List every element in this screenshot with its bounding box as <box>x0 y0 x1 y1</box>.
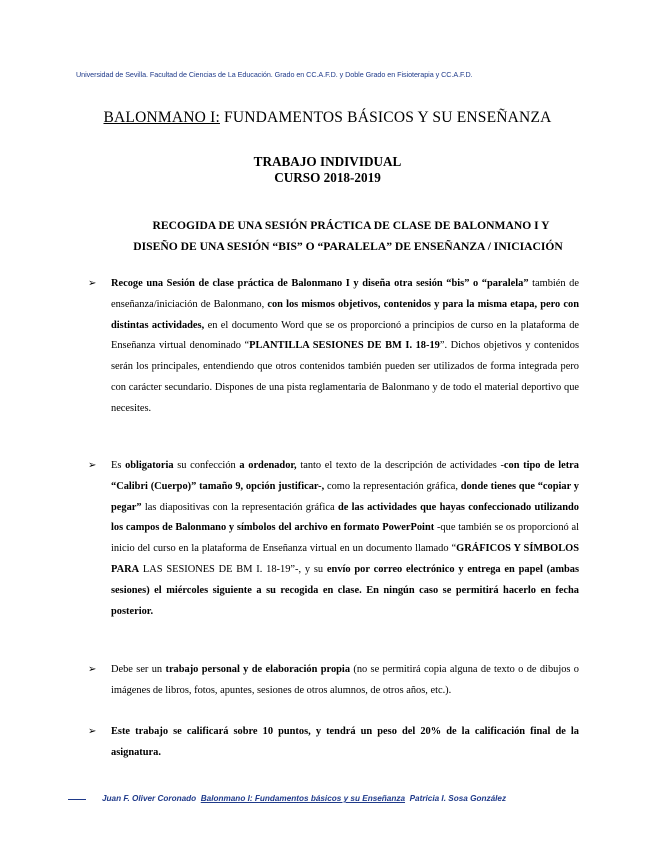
bullet-2-text-5: tanto el texto de la descripción de actividades - <box>296 460 504 471</box>
page-footer <box>68 794 628 803</box>
bullet-1-text-3: con los mismos objetivos, contenidos y para la misma etapa, pero con distintas actividades, <box>111 298 579 331</box>
arrow-bullet-icon: ➢ <box>88 278 97 289</box>
bullet-2-text-13: LAS SESIONES DE BM I. 18-19”-, y su <box>139 563 327 575</box>
bullet-3-text-3: (no se permitirá copia alguna de texto o de dibujos o imágenes de libros, fotos, apuntes, sesiones de otros alumnos, de otros años, etc.). <box>111 664 579 696</box>
footer-author-2: Patricia I. Sosa González <box>409 794 507 803</box>
bullet-2-text-1: Es <box>111 460 126 471</box>
bullet-1-text-6: ”. Dichos objetivos y contenidos serán los principales, entendiendo que otros contenidos también pueden ser utilizados de forma integrada pero con carácter secundario. Dispones de una pista reglamentaria de Balonmano y de todo el material deportivo que necesites. <box>111 340 579 414</box>
bullet-item-2 <box>88 456 580 622</box>
section-title-line-2: DISEÑO DE UNA SESIÓN “BIS” O “PARALELA” DE ENSEÑANZA / INICIACIÓN <box>133 240 563 253</box>
bullet-1-text-4: en el documento Word que se os proporcionó a principios de curso en la plataforma de Enseñanza virtual denominado “ <box>111 319 579 352</box>
footer-rule <box>68 799 86 800</box>
bullet-1-text-1: Recoge una Sesión de clase práctica de Balonmano I y diseña otra sesión “bis” o “paralela” <box>111 278 529 289</box>
footer-author-1: Juan F. Oliver Coronado <box>102 794 197 803</box>
section-title-line-1: RECOGIDA DE UNA SESIÓN PRÁCTICA DE CLASE DE BALONMANO I Y <box>152 219 550 232</box>
bullet-4-text-1: Este trabajo se calificará sobre 10 puntos, y tendrá un peso del 20% de la calificación final de la asignatura. <box>111 726 579 758</box>
bullet-2-text-8: donde tienes que “copiar y pegar” <box>111 480 579 513</box>
bullet-2-text-6: con tipo de letra “Calibri (Cuerpo)” tamaño 9, opción justificar-, <box>111 460 579 492</box>
bullet-2-text-14: envío por correo electrónico y entrega en papel (ambas sesiones) el miércoles siguiente a su recogida en clase. En ningún caso se permitirá hacerlo en fecha posterior. <box>111 563 580 617</box>
bullet-3-text-1: Debe ser un <box>111 664 166 675</box>
bullet-3-text-2: trabajo personal y de elaboración propia <box>165 664 351 675</box>
bullet-2-text-12: GRÁFICOS Y SÍMBOLOS PARA <box>111 543 579 575</box>
bullet-2-text-2: obligatoria <box>125 460 174 471</box>
bullet-2-text-7: como la representación gráfica, <box>324 480 461 492</box>
arrow-bullet-icon: ➢ <box>88 460 97 471</box>
document-title <box>0 109 655 127</box>
bullet-2-text-4: a ordenador, <box>239 460 297 471</box>
bullet-2-text-11: -que también se os proporcionó al inicio del curso en la plataforma de Enseñanza virtual en un documento llamado “ <box>111 522 579 555</box>
subtitle-line-1: TRABAJO INDIVIDUAL <box>253 154 402 169</box>
title-rest: FUNDAMENTOS BÁSICOS Y SU ENSEÑANZA <box>219 109 552 126</box>
bullet-2-text-10: de las actividades que hayas confeccionado utilizando los campos de Balonmano y símbolos del archivo en formato PowerPoint <box>111 501 579 534</box>
bullet-1-text-5: PLANTILLA SESIONES DE BM I. 18-19 <box>249 340 440 352</box>
arrow-bullet-icon: ➢ <box>88 726 97 737</box>
arrow-bullet-icon: ➢ <box>88 664 97 675</box>
bullet-2-text-3: su confección <box>173 460 240 471</box>
bullet-item-4 <box>88 722 579 764</box>
bullet-1-text-2: también de enseñanza/iniciación de Balonmano, <box>111 278 579 310</box>
title-prefix: BALONMANO I: <box>103 109 220 126</box>
bullet-item-1 <box>88 274 579 420</box>
footer-course: Balonmano I: Fundamentos básicos y su Enseñanza <box>200 794 406 803</box>
subtitle-line-2: CURSO 2018-2019 <box>274 170 381 185</box>
page-header: Universidad de Sevilla. Facultad de Ciencias de La Educación. Grado en CC.A.F.D. y Doble Grado en Fisioterapia y CC.A.F.D. <box>76 70 473 79</box>
bullet-item-3 <box>88 660 579 702</box>
bullet-2-text-9: las diapositivas con la representación gráfica <box>141 501 338 513</box>
